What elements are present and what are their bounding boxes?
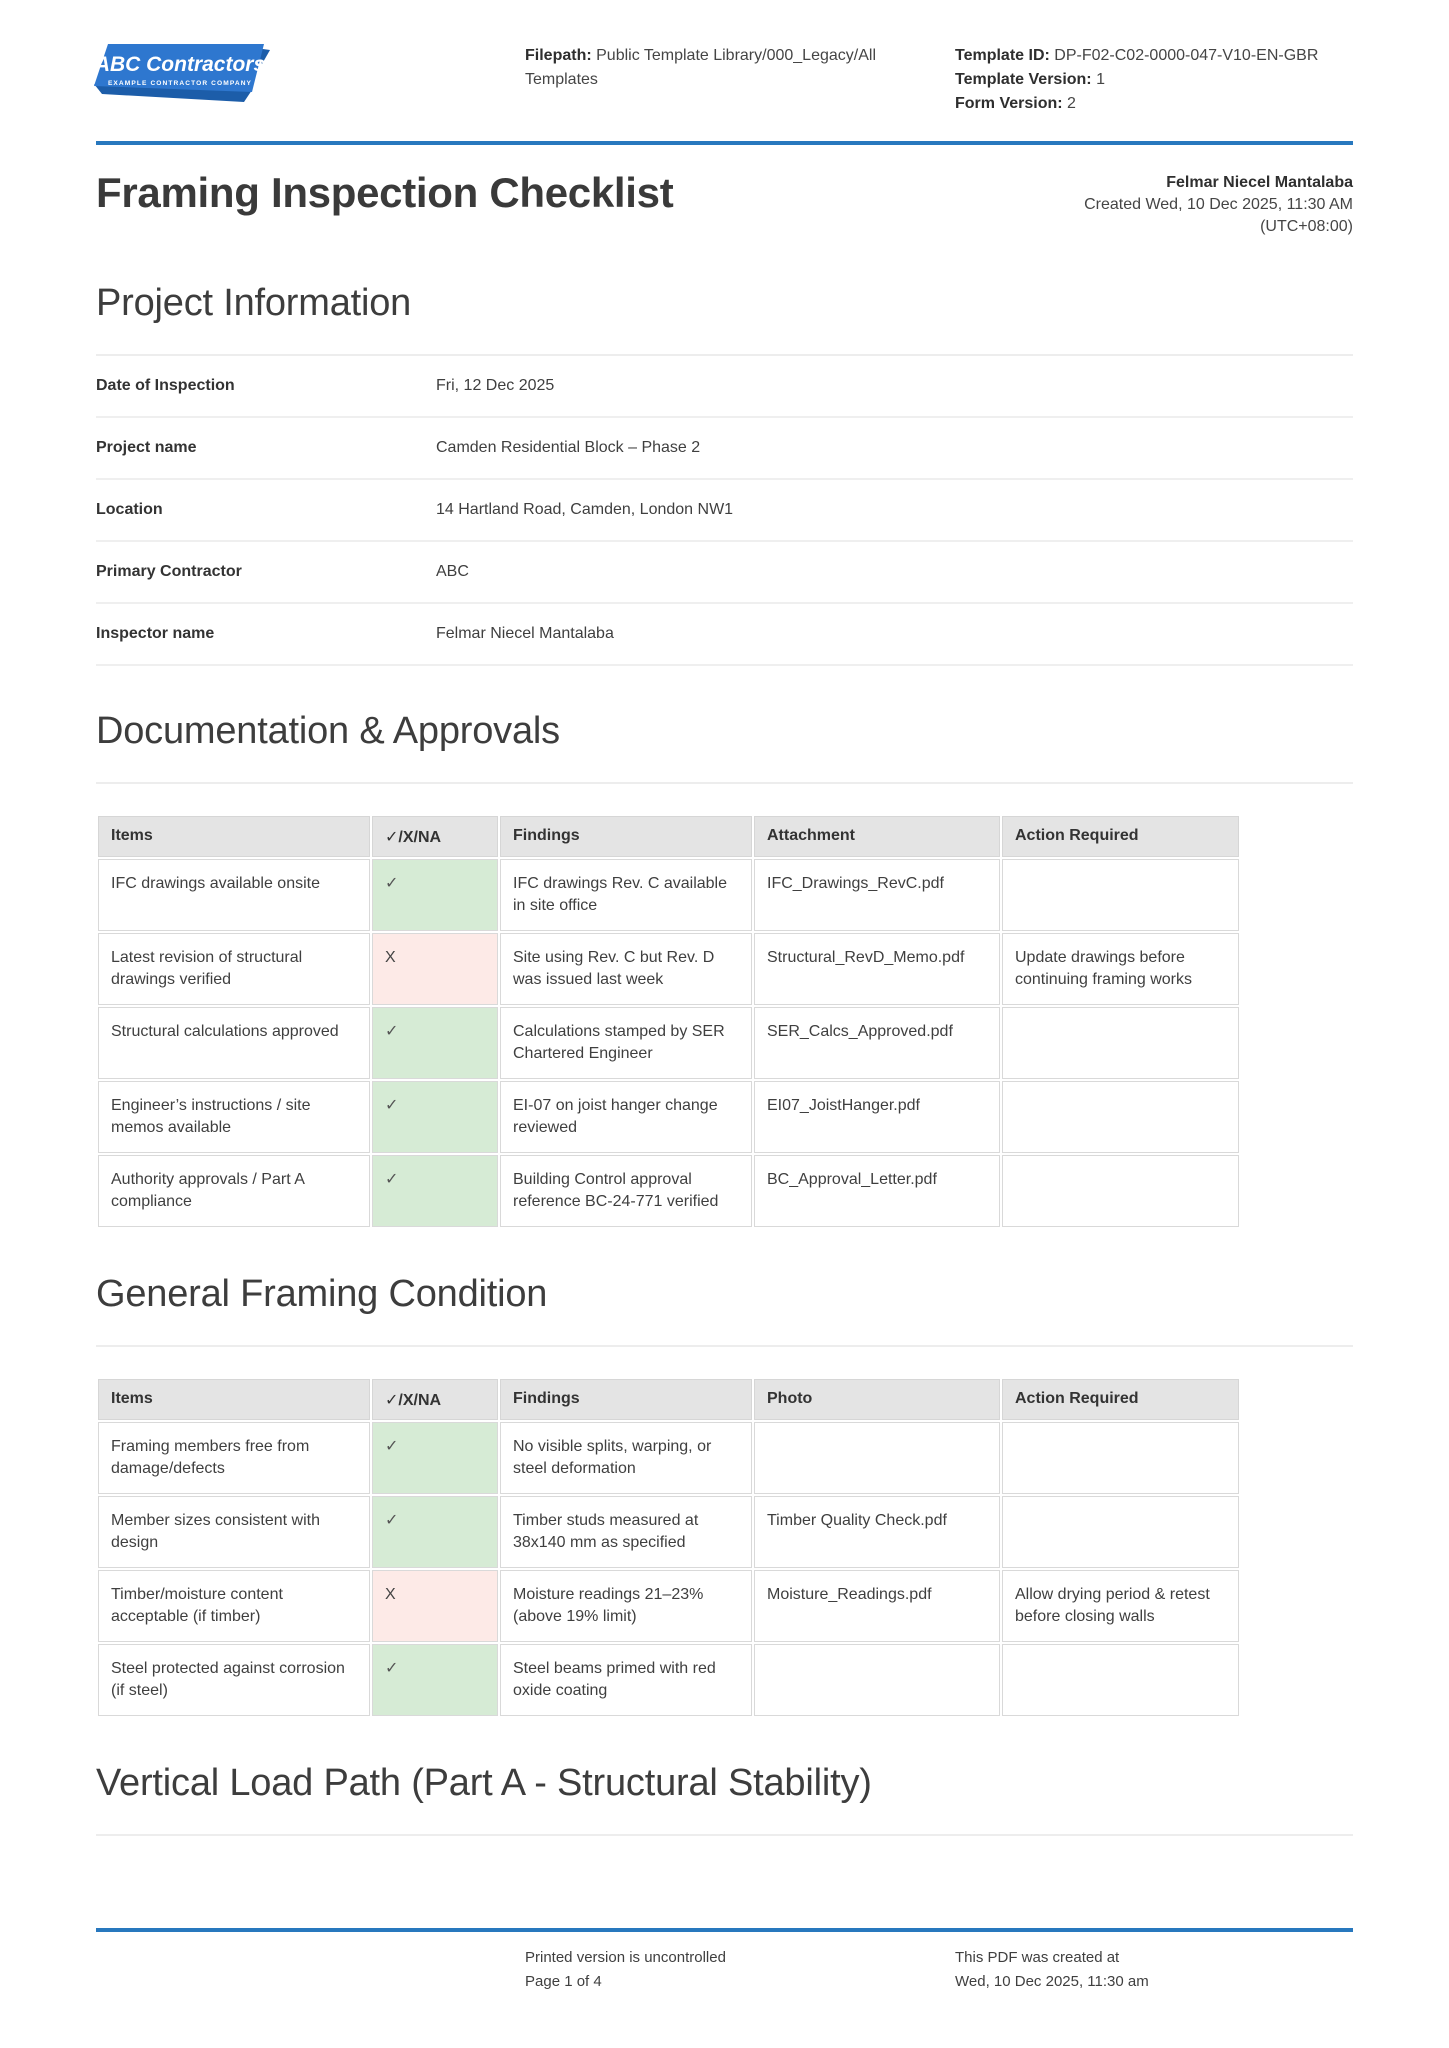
photo-cell (754, 1422, 1000, 1494)
table-row (98, 1496, 1239, 1568)
item-cell: Authority approvals / Part A compliance (98, 1155, 370, 1227)
form-version-line (955, 92, 1355, 116)
info-label: Primary Contractor (96, 563, 242, 580)
info-row (96, 542, 1353, 604)
title-row (96, 169, 1353, 238)
action-cell: Update drawings before continuing framing works (1002, 933, 1239, 1005)
info-value: ABC (436, 563, 469, 580)
status-cell: ✓ (372, 1007, 498, 1079)
item-cell: Latest revision of structural drawings verified (98, 933, 370, 1005)
status-cell: ✓ (372, 1496, 498, 1568)
info-row (96, 604, 1353, 666)
template-version-label: Template Version: (955, 71, 1092, 88)
status-cell: ✓ (372, 1422, 498, 1494)
attachment-cell: EI07_JoistHanger.pdf (754, 1081, 1000, 1153)
info-row (96, 480, 1353, 542)
form-version-label: Form Version: (955, 95, 1063, 112)
company-logo (94, 42, 272, 106)
footer-divider (96, 1928, 1353, 1932)
header-divider (96, 141, 1353, 145)
action-cell: Allow drying period & retest before closing walls (1002, 1570, 1239, 1642)
table-row (98, 933, 1239, 1005)
findings-cell: Timber studs measured at 38x140 mm as specified (500, 1496, 752, 1568)
col-items: Items (98, 1379, 370, 1420)
info-label: Date of Inspection (96, 377, 235, 394)
footer-page-number: Page 1 of 4 (525, 1973, 602, 1990)
findings-cell: Calculations stamped by SER Chartered Engineer (500, 1007, 752, 1079)
table-header-row (98, 1379, 1239, 1420)
findings-cell: EI-07 on joist hanger change reviewed (500, 1081, 752, 1153)
section-divider (96, 1345, 1353, 1347)
created-block (1084, 169, 1353, 238)
footer-left-block (525, 1946, 726, 1994)
section-heading-vertical-load-path: Vertical Load Path (Part A - Structural Stability) (96, 1762, 872, 1804)
item-cell: Structural calculations approved (98, 1007, 370, 1079)
info-label: Project name (96, 439, 197, 456)
status-cell: X (372, 933, 498, 1005)
template-version-value: 1 (1096, 71, 1105, 88)
photo-cell: Timber Quality Check.pdf (754, 1496, 1000, 1568)
status-cell: ✓ (372, 1644, 498, 1716)
col-findings: Findings (500, 1379, 752, 1420)
table-header-row (98, 816, 1239, 857)
photo-cell: Moisture_Readings.pdf (754, 1570, 1000, 1642)
table-row (98, 1081, 1239, 1153)
attachment-cell: SER_Calcs_Approved.pdf (754, 1007, 1000, 1079)
action-cell (1002, 859, 1239, 931)
col-attachment: Attachment (754, 816, 1000, 857)
info-value: 14 Hartland Road, Camden, London NW1 (436, 501, 734, 518)
logo-title: ABC Contractors (94, 53, 266, 76)
status-cell: X (372, 1570, 498, 1642)
info-value: Felmar Niecel Mantalaba (436, 625, 614, 642)
findings-cell: No visible splits, warping, or steel deformation (500, 1422, 752, 1494)
item-cell: IFC drawings available onsite (98, 859, 370, 931)
col-findings: Findings (500, 816, 752, 857)
attachment-cell: BC_Approval_Letter.pdf (754, 1155, 1000, 1227)
section-heading-general-framing: General Framing Condition (96, 1273, 548, 1315)
filepath-value: Public Template Library/000_Legacy/All Templates (525, 47, 876, 88)
col-status: ✓/X/NA (372, 1379, 498, 1420)
template-id-value: DP-F02-C02-0000-047-V10-EN-GBR (1054, 47, 1319, 64)
action-cell (1002, 1155, 1239, 1227)
table-row (98, 1644, 1239, 1716)
page-header (0, 0, 1449, 143)
findings-cell: Site using Rev. C but Rev. D was issued last week (500, 933, 752, 1005)
info-label: Inspector name (96, 625, 215, 642)
filepath-label: Filepath: (525, 47, 592, 64)
footer-uncontrolled-note: Printed version is uncontrolled (525, 1949, 726, 1966)
action-cell (1002, 1007, 1239, 1079)
footer-created-date: Wed, 10 Dec 2025, 11:30 am (955, 1973, 1149, 1990)
info-row (96, 356, 1353, 418)
item-cell: Member sizes consistent with design (98, 1496, 370, 1568)
info-value: Fri, 12 Dec 2025 (436, 377, 555, 394)
status-cell: ✓ (372, 1155, 498, 1227)
general-framing-table (96, 1377, 1241, 1718)
action-cell (1002, 1644, 1239, 1716)
company-logo-icon (94, 42, 272, 106)
photo-cell (754, 1644, 1000, 1716)
status-cell: ✓ (372, 1081, 498, 1153)
findings-cell: IFC drawings Rev. C available in site office (500, 859, 752, 931)
col-status: ✓/X/NA (372, 816, 498, 857)
document-content (0, 169, 1449, 1836)
page-title: Framing Inspection Checklist (96, 169, 674, 216)
item-cell: Timber/moisture content acceptable (if timber) (98, 1570, 370, 1642)
template-meta-block (955, 44, 1355, 116)
findings-cell: Building Control approval reference BC-24-771 verified (500, 1155, 752, 1227)
documentation-approvals-table (96, 814, 1241, 1229)
section-heading-documentation-approvals: Documentation & Approvals (96, 710, 560, 752)
item-cell: Engineer’s instructions / site memos available (98, 1081, 370, 1153)
findings-cell: Steel beams primed with red oxide coating (500, 1644, 752, 1716)
attachment-cell: Structural_RevD_Memo.pdf (754, 933, 1000, 1005)
project-information-table (96, 356, 1353, 666)
item-cell: Framing members free from damage/defects (98, 1422, 370, 1494)
table-row (98, 859, 1239, 931)
section-divider (96, 1834, 1353, 1836)
attachment-cell: IFC_Drawings_RevC.pdf (754, 859, 1000, 931)
footer-created-note: This PDF was created at (955, 1949, 1120, 1966)
info-value: Camden Residential Block – Phase 2 (436, 439, 701, 456)
section-divider (96, 782, 1353, 784)
info-label: Location (96, 501, 163, 518)
action-cell (1002, 1081, 1239, 1153)
table-row (98, 1570, 1239, 1642)
template-id-label: Template ID: (955, 47, 1050, 64)
findings-cell: Moisture readings 21–23% (above 19% limit) (500, 1570, 752, 1642)
author-name: Felmar Niecel Mantalaba (1166, 174, 1353, 191)
table-row (98, 1422, 1239, 1494)
item-cell: Steel protected against corrosion (if steel) (98, 1644, 370, 1716)
footer-right-block (955, 1946, 1149, 1994)
template-id-line (955, 44, 1355, 68)
col-action: Action Required (1002, 1379, 1239, 1420)
logo-subtitle: EXAMPLE CONTRACTOR COMPANY (107, 80, 253, 87)
filepath-line (525, 44, 927, 92)
col-action: Action Required (1002, 816, 1239, 857)
section-heading-project-information: Project Information (96, 282, 412, 324)
filepath-block (525, 44, 927, 92)
info-row (96, 418, 1353, 480)
template-version-line (955, 68, 1355, 92)
created-timezone: (UTC+08:00) (1260, 218, 1353, 235)
col-photo: Photo (754, 1379, 1000, 1420)
status-cell: ✓ (372, 859, 498, 931)
col-items: Items (98, 816, 370, 857)
table-row (98, 1007, 1239, 1079)
action-cell (1002, 1496, 1239, 1568)
action-cell (1002, 1422, 1239, 1494)
created-date: Created Wed, 10 Dec 2025, 11:30 AM (1084, 196, 1353, 213)
table-row (98, 1155, 1239, 1227)
form-version-value: 2 (1067, 95, 1076, 112)
